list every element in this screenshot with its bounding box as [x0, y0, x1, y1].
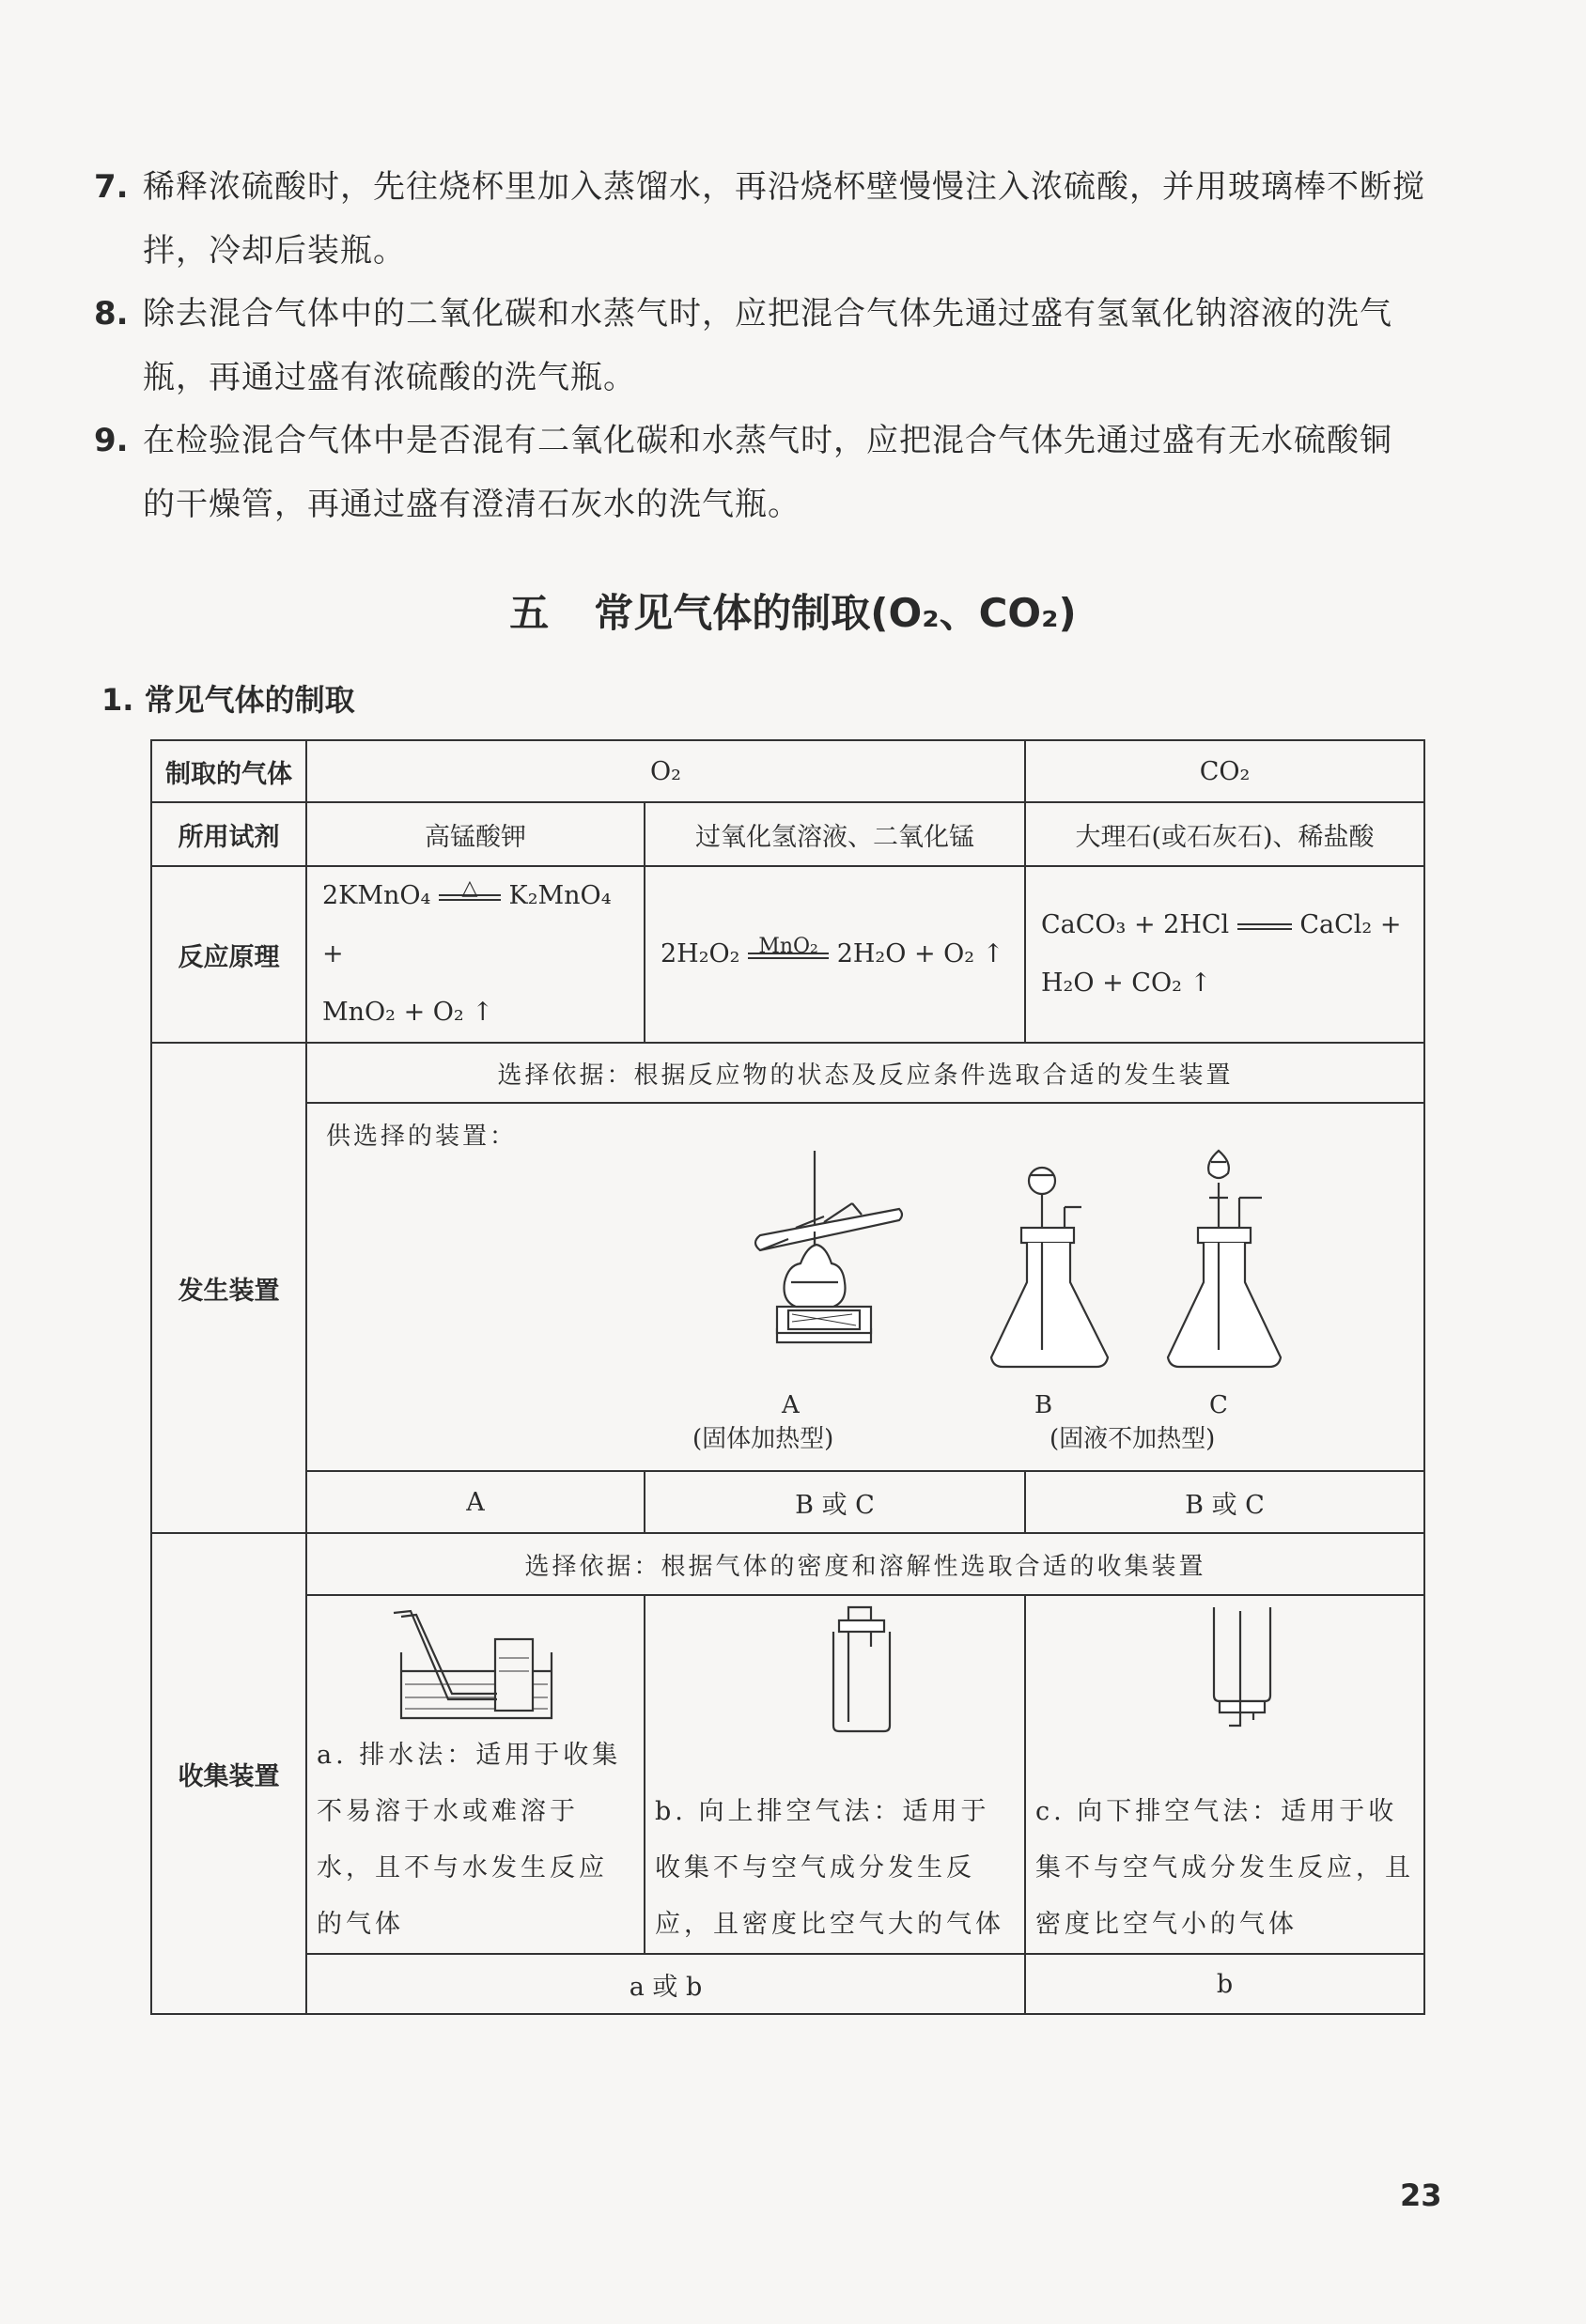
item-number: 7. — [94, 168, 129, 206]
table-row — [151, 1954, 1424, 2014]
apparatus-a — [755, 1151, 902, 1342]
list-item — [94, 282, 1428, 410]
page-number: 23 — [1400, 2177, 1442, 2213]
equation-c — [1025, 866, 1424, 1043]
equation-a — [306, 866, 645, 1043]
item-number: 9. — [94, 422, 129, 459]
item-line: 除去混合气体中的二氧化碳和水蒸气时，应把混合气体先通过盛有氢氧化钠溶液的洗气 — [143, 295, 1392, 333]
generator-answer-b: B 或 C — [645, 1471, 1025, 1533]
table-row — [151, 802, 1424, 866]
table-row — [151, 1595, 1424, 1954]
generator-answer-a: A — [306, 1471, 645, 1533]
gas-preparation-table — [150, 739, 1425, 2015]
reaction-condition: MnO₂ — [758, 934, 818, 958]
apparatus-label: B — [1034, 1391, 1053, 1419]
section-number: 五 — [509, 590, 550, 636]
section-title — [0, 582, 1586, 639]
generator-apparatus-figure — [542, 1141, 1576, 1451]
equation-text: MnO₂ + O₂ ↑ — [322, 998, 493, 1027]
apparatus-caption: (固体加热型) — [692, 1425, 834, 1453]
method-text: c. 向下排空气法：适用于收集不与空气成分发生反应，且密度比空气小的气体 — [1035, 1797, 1414, 1939]
row-label: 反应原理 — [151, 866, 306, 1043]
item-line: 在检验混合气体中是否混有二氧化碳和水蒸气时，应把混合气体先通过盛有无水硫酸铜 — [143, 422, 1392, 459]
method-text: a. 排水法：适用于收集不易溶于水或难溶于水，且不与水发生反应的气体 — [317, 1741, 622, 1939]
table-row — [151, 1471, 1424, 1533]
reaction-sign — [1237, 917, 1292, 936]
equation-b — [645, 866, 1025, 1043]
options-label: 供选择的装置： — [326, 1123, 518, 1151]
item-line: 拌，冷却后装瓶。 — [143, 232, 406, 270]
equation-text: CaCl₂ + — [1299, 910, 1402, 939]
equation-text: CaCO₃ + 2HCl — [1041, 910, 1230, 939]
collector-method-b — [645, 1595, 1025, 1954]
row-label: 制取的气体 — [151, 740, 306, 802]
collector-answer-o2: a 或 b — [306, 1954, 1025, 2014]
section-heading: 常见气体的制取(O₂、CO₂) — [594, 590, 1077, 636]
reagent-a: 高锰酸钾 — [306, 802, 645, 866]
collector-method-c — [1025, 1595, 1424, 1954]
apparatus-c — [1168, 1151, 1281, 1367]
item-line: 瓶，再通过盛有浓硫酸的洗气瓶。 — [143, 359, 636, 396]
reaction-sign — [748, 934, 829, 965]
upward-air-collection-figure — [805, 1604, 918, 1735]
equation-text: 2KMnO₄ — [322, 881, 431, 910]
apparatus-b — [991, 1168, 1108, 1367]
reaction-condition: △ — [461, 875, 478, 900]
equation-text: 2H₂O₂ — [661, 939, 740, 968]
table-row — [151, 1103, 1424, 1471]
item-number: 8. — [94, 295, 129, 333]
table-row — [151, 1533, 1424, 1595]
list-item — [94, 409, 1428, 536]
table-row — [151, 1043, 1424, 1103]
method-text: b. 向上排空气法：适用于收集不与空气成分发生反应，且密度比空气大的气体 — [655, 1797, 1004, 1939]
gas-o2: O₂ — [306, 740, 1025, 802]
row-label: 发生装置 — [151, 1043, 306, 1533]
table-row — [151, 740, 1424, 802]
subsection-title: 1. 常见气体的制取 — [101, 682, 355, 718]
generator-basis: 选择依据：根据反应物的状态及反应条件选取合适的发生装置 — [306, 1043, 1424, 1103]
reagent-b: 过氧化氢溶液、二氧化锰 — [645, 802, 1025, 866]
reaction-sign — [439, 875, 501, 906]
downward-air-collection-figure — [1186, 1604, 1298, 1735]
water-collection-figure — [392, 1605, 561, 1728]
collector-answer-co2: b — [1025, 1954, 1424, 2014]
generator-answer-c: B 或 C — [1025, 1471, 1424, 1533]
row-label: 所用试剂 — [151, 802, 306, 866]
equation-text: 2H₂O + O₂ ↑ — [836, 939, 1004, 968]
table-row — [151, 866, 1424, 1043]
collector-method-a — [306, 1595, 645, 1954]
apparatus-cell — [306, 1103, 1424, 1471]
reagent-c: 大理石(或石灰石)、稀盐酸 — [1025, 802, 1424, 866]
list-item — [94, 155, 1428, 283]
item-line: 的干燥管，再通过盛有澄清石灰水的洗气瓶。 — [143, 486, 801, 523]
apparatus-caption: (固液不加热型) — [1050, 1425, 1216, 1453]
collector-basis: 选择依据：根据气体的密度和溶解性选取合适的收集装置 — [306, 1533, 1424, 1595]
gas-co2: CO₂ — [1025, 740, 1424, 802]
equation-text: H₂O + CO₂ ↑ — [1041, 968, 1212, 998]
row-label: 收集装置 — [151, 1533, 306, 2014]
apparatus-label: C — [1209, 1391, 1228, 1419]
equation-text: K₂MnO₄ + — [322, 881, 612, 968]
apparatus-label: A — [782, 1391, 800, 1419]
item-line: 稀释浓硫酸时，先往烧杯里加入蒸馏水，再沿烧杯壁慢慢注入浓硫酸，并用玻璃棒不断搅 — [143, 168, 1425, 206]
